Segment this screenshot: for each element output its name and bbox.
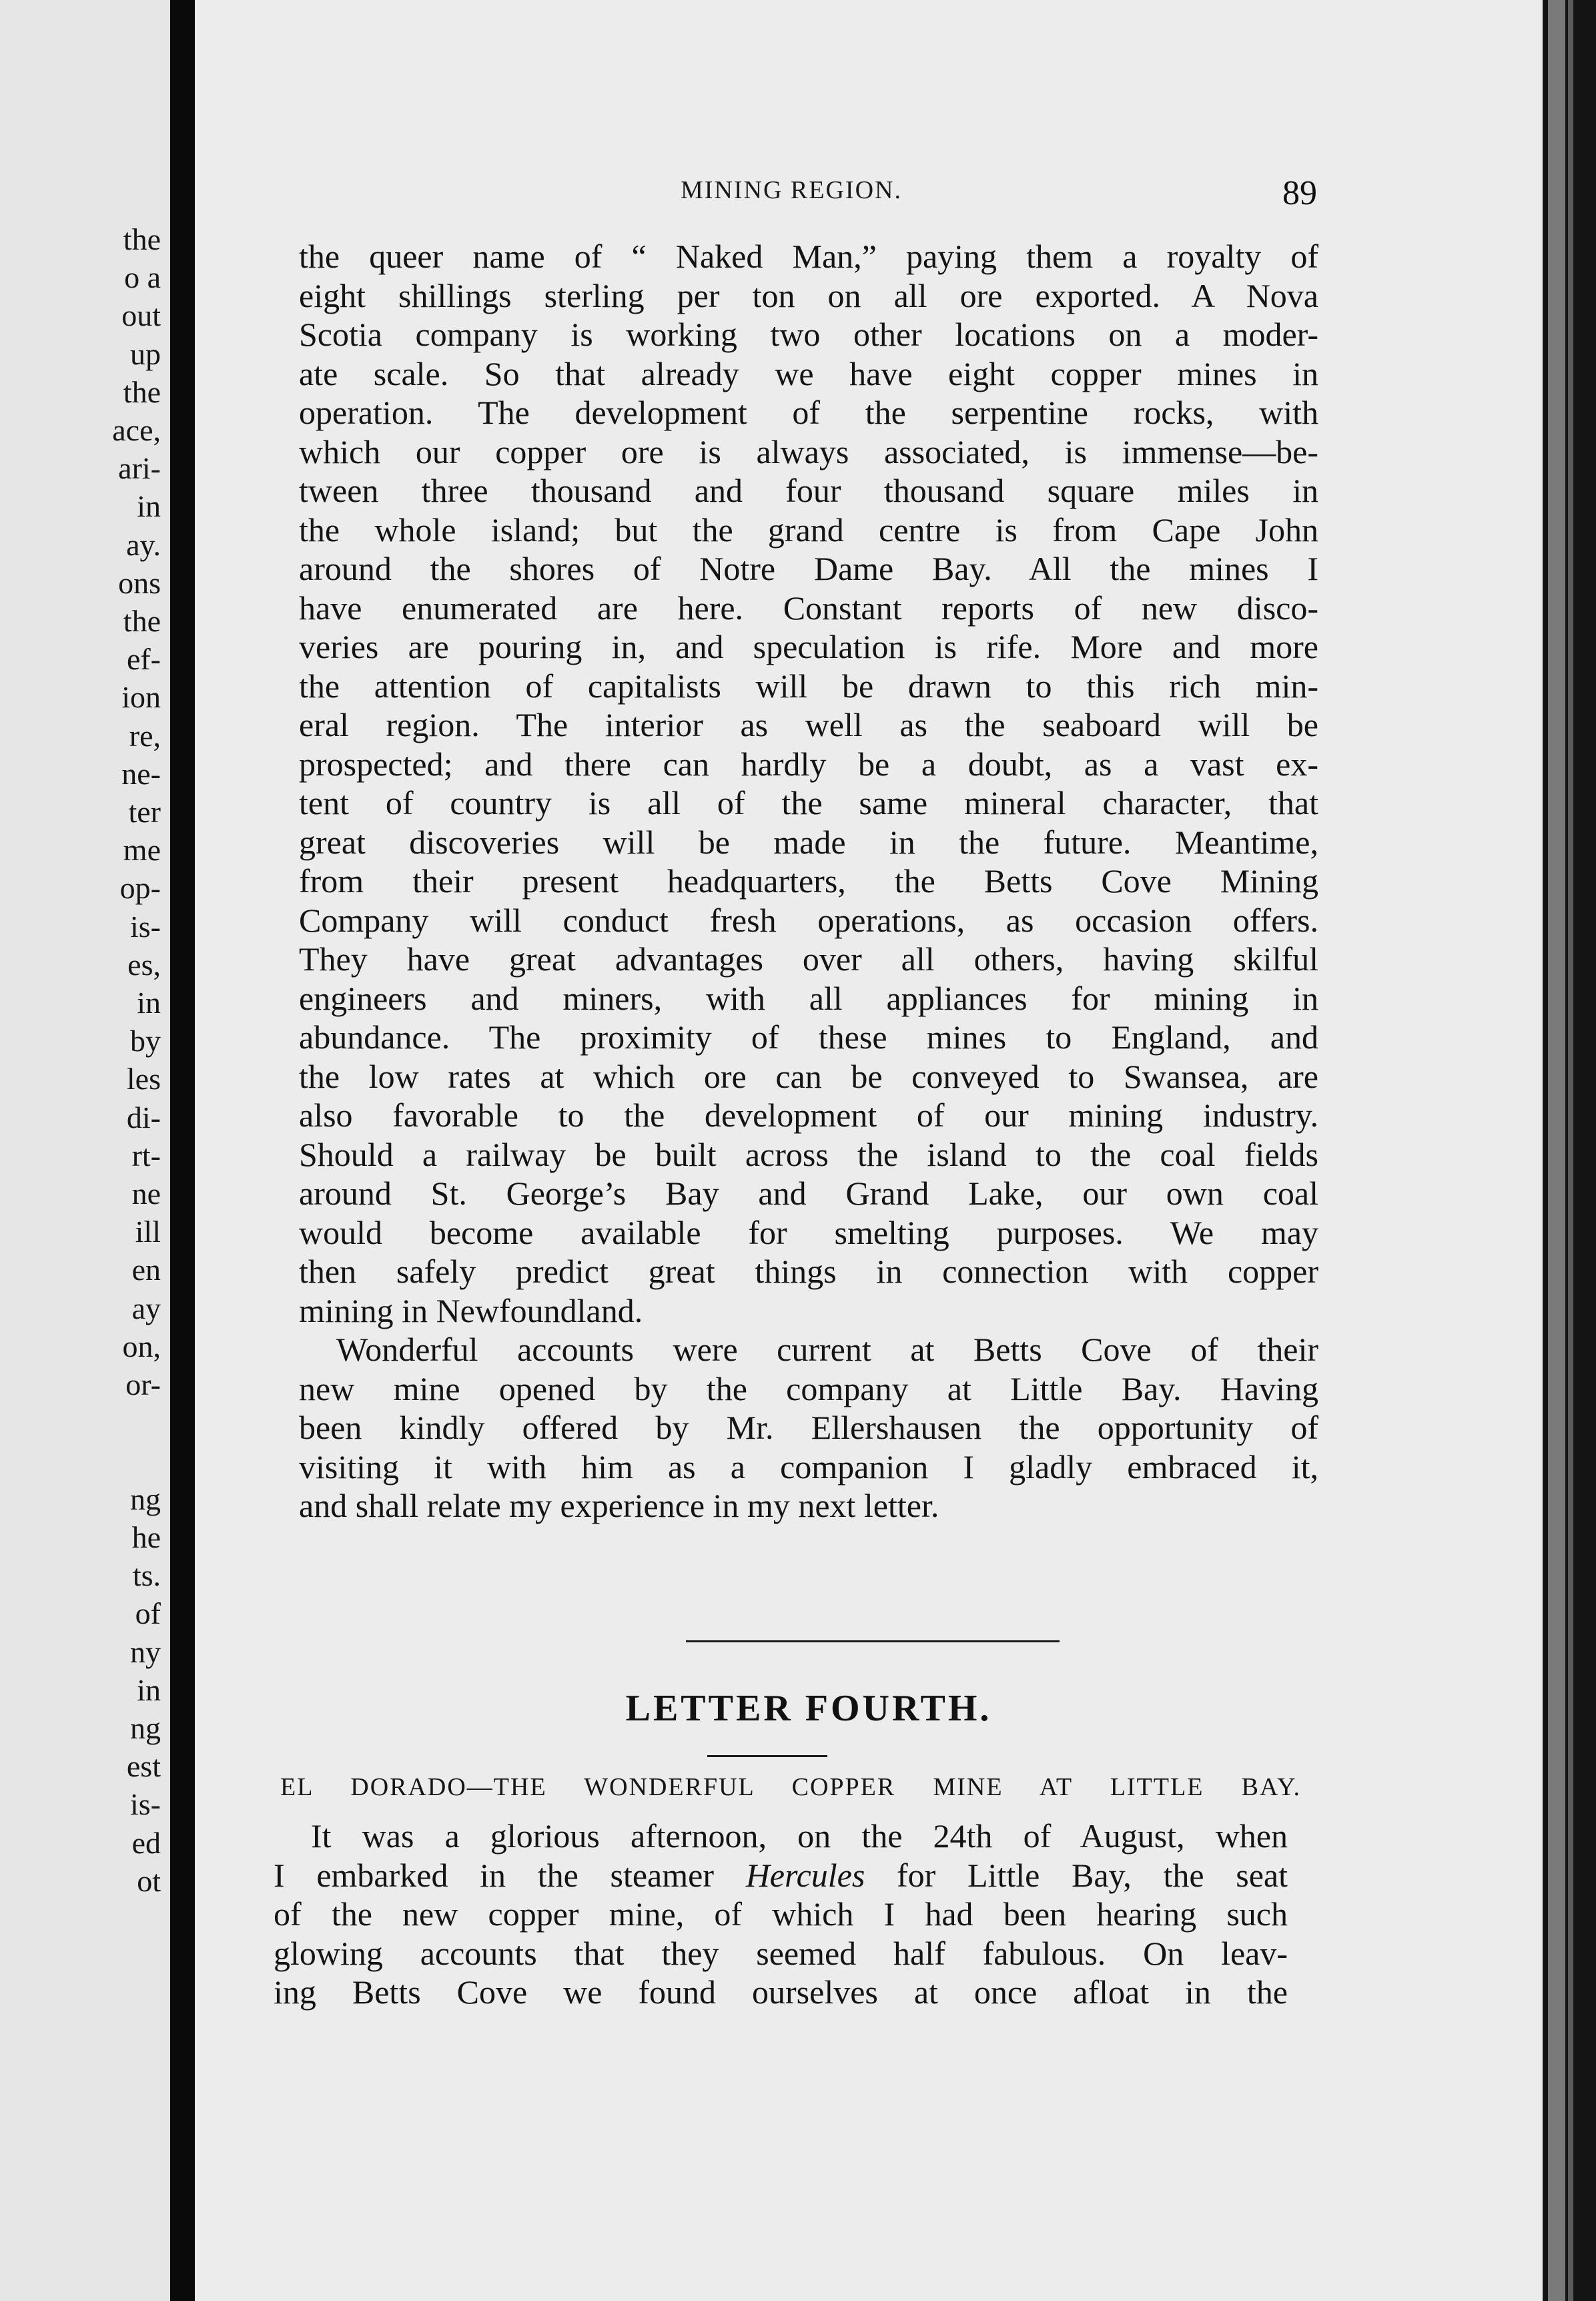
text-line: been kindly offered by Mr. Ellershausen the opportunity of [299, 1409, 1318, 1446]
facing-page-line: ay. [126, 527, 161, 562]
text-line: ing Betts Cove we found ourselves at once afloat in the [274, 1973, 1288, 2011]
facing-page-line: in [137, 986, 161, 1020]
text-line: Company will conduct fresh operations, as occasion offers. [299, 901, 1318, 939]
text-line: visiting it with him as a companion I gladly embraced it, [299, 1447, 1318, 1486]
running-head: MINING REGION. [681, 176, 902, 204]
text-line: the queer name of “ Naked Man,” paying them a royalty of [299, 238, 1318, 275]
facing-page-line: in [137, 1672, 161, 1707]
text-line: It was a glorious afternoon, on the 24th of August, when [311, 1817, 1288, 1855]
text-line: eight shillings sterling per ton on all ore exported. A Nova [299, 276, 1318, 314]
text-line: the attention of capitalists will be drawn to this rich min- [299, 667, 1318, 705]
facing-page-line: op- [119, 871, 161, 906]
facing-page-fragment [0, 0, 170, 2301]
text-line: prospected; and there can hardly be a doubt, as a vast ex- [299, 745, 1318, 783]
text-line: ate scale. So that already we have eight copper mines in [299, 354, 1318, 392]
facing-page-line: the [123, 604, 161, 639]
facing-page-line: ef- [126, 642, 161, 677]
body-text [299, 237, 1318, 1526]
facing-page-line: up [130, 336, 161, 371]
text-line: tent of country is all of the same mineral character, that [299, 784, 1318, 821]
facing-page-line: ill [135, 1215, 161, 1249]
facing-page-line: ot [137, 1863, 161, 1898]
facing-page-line: on, [122, 1329, 161, 1363]
text-line: They have great advantages over all others, having skilful [299, 940, 1318, 978]
text-line: Wonderful accounts were current at Betts Cove of their [336, 1331, 1318, 1368]
text-line: around the shores of Notre Dame Bay. All the mines I [299, 550, 1318, 587]
facing-page-line: ons [118, 565, 161, 600]
text-line: glowing accounts that they seemed half fabulous. On leav- [274, 1934, 1288, 1972]
text-line: tween three thousand and four thousand square miles in [299, 472, 1318, 509]
text-line: abundance. The proximity of these mines to England, and [299, 1018, 1318, 1056]
text-line: the low rates at which ore can be conveyed to Swansea, are [299, 1057, 1318, 1095]
text-line: and shall relate my experience in my next letter. [299, 1487, 939, 1524]
facing-page-line: ne [131, 1177, 161, 1211]
text-line: veries are pouring in, and speculation is rife. More and more [299, 628, 1318, 665]
facing-page-line: o a [124, 260, 161, 295]
text-line: also favorable to the development of our mining industry. [299, 1096, 1318, 1134]
text-line: eral region. The interior as well as the seaboard will be [299, 706, 1318, 743]
title-underline-rule [707, 1755, 827, 1757]
facing-page-line: en [131, 1253, 161, 1287]
text-line: would become available for smelting purposes. We may [299, 1213, 1318, 1251]
letter-subtitle: EL DORADO—THE WONDERFUL COPPER MINE AT LITTLE BAY. [280, 1773, 1301, 1801]
facing-page-line: ter [128, 795, 161, 830]
text-line: of the new copper mine, of which I had been hearing such [274, 1895, 1288, 1933]
text-line: around St. George’s Bay and Grand Lake, our own coal [299, 1175, 1318, 1212]
facing-page-line: ace, [112, 413, 161, 448]
text-line: have enumerated are here. Constant reports of new disco- [299, 589, 1318, 627]
text-line: then safely predict great things in connection with copper [299, 1253, 1318, 1290]
facing-page-line: rt- [131, 1138, 161, 1173]
facing-page-line: ed [131, 1825, 161, 1860]
text-line: Should a railway be built across the island to the coal fields [299, 1135, 1318, 1173]
facing-page-line: or- [125, 1367, 161, 1402]
page-number: 89 [1282, 174, 1317, 212]
facing-page-line: out [121, 298, 161, 333]
facing-page-line: he [131, 1520, 161, 1554]
text-line: Scotia company is working two other locations on a moder- [299, 316, 1318, 353]
facing-page-line: in [137, 489, 161, 524]
facing-page-line: me [123, 833, 161, 868]
facing-page-line: by [130, 1024, 161, 1058]
facing-page-line: ng [130, 1482, 161, 1516]
facing-page-line: est [126, 1749, 161, 1784]
facing-page-line: re, [129, 718, 161, 753]
facing-page-line: ay [131, 1291, 161, 1325]
text-line: the whole island; but the grand centre is from Cape John [299, 511, 1318, 549]
facing-page-line: ny [130, 1634, 161, 1669]
text-line: from their present headquarters, the Betts Cove Mining [299, 862, 1318, 900]
facing-page-line: is- [130, 909, 161, 944]
letter-body-text [274, 1817, 1288, 2012]
facing-page-text [0, 220, 170, 1900]
text-line: new mine opened by the company at Little Bay. Having [299, 1369, 1318, 1407]
section-divider-rule [686, 1640, 1060, 1642]
facing-page-line: is- [130, 1787, 161, 1822]
page-edge [1543, 0, 1596, 2301]
text-line: mining in Newfoundland. [299, 1291, 643, 1329]
facing-page-line: ne- [121, 756, 161, 791]
facing-page-line: the [123, 374, 161, 409]
facing-page-line: ion [121, 680, 161, 715]
text-line: great discoveries will be made in the future. Meantime, [299, 823, 1318, 861]
facing-page-line [0, 1403, 170, 1441]
book-gutter [170, 0, 197, 2301]
facing-page-line: ari- [118, 451, 161, 486]
facing-page-line: es, [127, 947, 161, 982]
facing-page-line: ng [130, 1710, 161, 1745]
text-line: which our copper ore is always associated, is immense—be- [299, 432, 1318, 470]
text-line: engineers and miners, with all appliances for mining in [299, 979, 1318, 1017]
text-line: operation. The development of the serpentine rocks, with [299, 394, 1318, 431]
facing-page-line: of [135, 1596, 161, 1631]
facing-page-line [0, 1442, 170, 1480]
letter-title: LETTER FOURTH. [625, 1688, 992, 1729]
facing-page-line: di- [126, 1100, 161, 1134]
facing-page-line: les [126, 1062, 161, 1096]
facing-page-line: the [123, 222, 161, 256]
text-line: I embarked in the steamer Hercules for Little Bay, the seat [274, 1856, 1288, 1894]
facing-page-line: ts. [132, 1558, 161, 1593]
